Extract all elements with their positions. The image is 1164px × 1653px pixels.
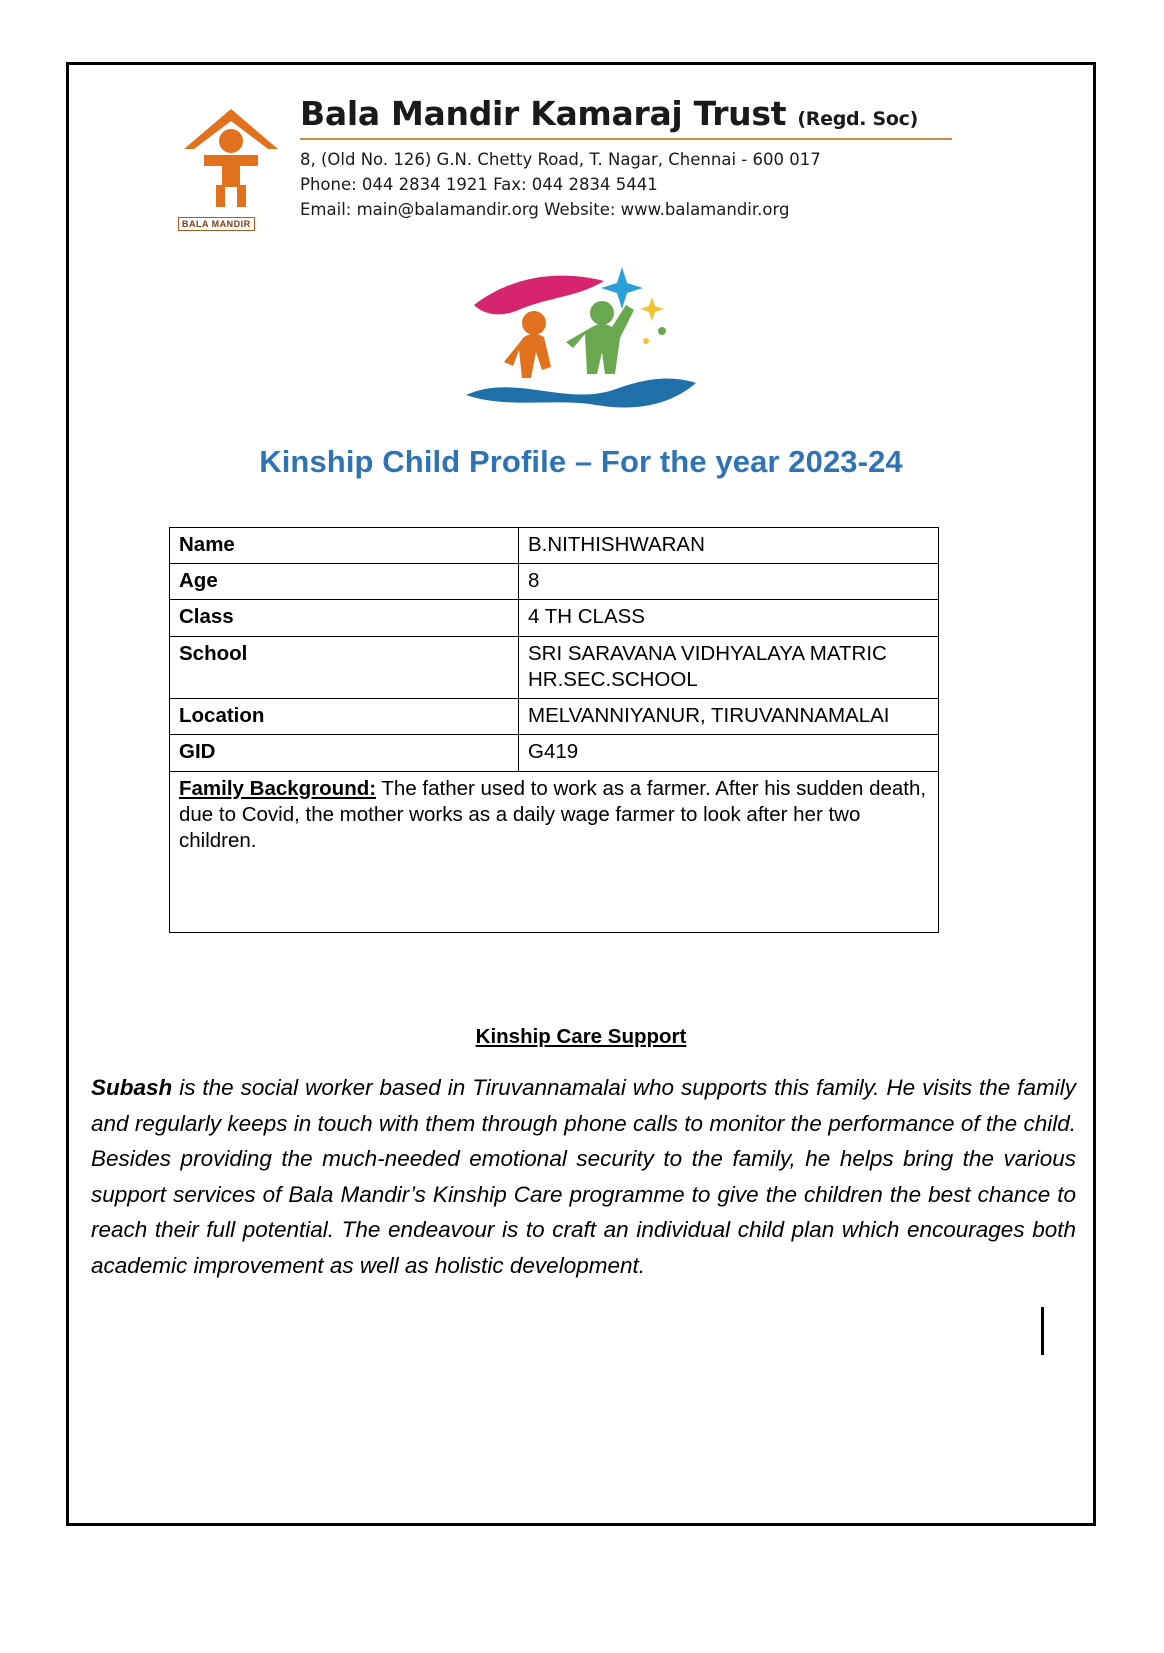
support-heading: Kinship Care Support	[475, 1025, 687, 1048]
children-emblem-icon	[456, 257, 706, 422]
organization-name-main: Bala Mandir Kamaraj Trust	[300, 94, 787, 133]
document-page	[66, 62, 1096, 1526]
page-title: Kinship Child Profile – For the year 2023-24	[259, 444, 903, 479]
table-row	[170, 735, 939, 771]
bala-mandir-logo-icon	[176, 97, 286, 217]
row-value-name: B.NITHISHWARAN	[519, 528, 939, 564]
support-paragraph	[91, 1070, 1076, 1283]
row-value-location: MELVANNIYANUR, TIRUVANNAMALAI	[519, 699, 939, 735]
letterhead-text	[286, 94, 1056, 222]
letterhead	[176, 94, 1056, 237]
row-value-class: 4 TH CLASS	[519, 600, 939, 636]
table-row	[170, 699, 939, 735]
row-value-age: 8	[519, 564, 939, 600]
child-profile-table	[169, 527, 939, 933]
family-background-text: The father used to work as a farmer. After his sudden death, due to Covid, the mother works as a daily wage farmer to look after her two children.	[179, 776, 927, 853]
table-row-family-background	[170, 771, 939, 933]
row-label-school: School	[170, 636, 519, 698]
support-text: is the social worker based in Tiruvannamalai who supports this family. He visits the family and regularly keeps in touch with them through phone calls to monitor the performance of the child. Besides providing the much-needed emotional security to the family, he helps bring the various support services of Bala Mandir’s Kinship Care programme to give the children the best chance to reach their full potential. The endeavour is to craft an individual child plan which encourages both academic improvement as well as holistic development.	[91, 1075, 1076, 1278]
row-label-gid: GID	[170, 735, 519, 771]
trust-logo	[176, 97, 286, 237]
family-background-label: Family Background:	[179, 776, 377, 800]
row-label-age: Age	[170, 564, 519, 600]
table-row	[170, 600, 939, 636]
row-value-gid: G419	[519, 735, 939, 771]
letterhead-address: 8, (Old No. 126) G.N. Chetty Road, T. Nagar, Chennai - 600 017	[300, 149, 821, 169]
row-label-name: Name	[170, 528, 519, 564]
kinship-emblem	[66, 257, 1096, 427]
logo-caption: BALA MANDIR	[178, 217, 255, 231]
table-row	[170, 564, 939, 600]
organization-regd: (Regd. Soc)	[797, 108, 919, 130]
letterhead-divider	[300, 138, 952, 140]
letterhead-phone-fax: Phone: 044 2834 1921 Fax: 044 2834 5441	[300, 174, 658, 194]
table-row	[170, 636, 939, 698]
organization-name	[300, 94, 1056, 133]
page-artifact-mark	[1041, 1307, 1044, 1355]
row-label-class: Class	[170, 600, 519, 636]
table-row	[170, 528, 939, 564]
row-label-location: Location	[170, 699, 519, 735]
letterhead-email-website: Email: main@balamandir.org Website: www.balamandir.org	[300, 199, 790, 219]
social-worker-name: Subash	[91, 1075, 173, 1100]
family-background-cell	[170, 771, 939, 933]
row-value-school: SRI SARAVANA VIDHYALAYA MATRIC HR.SEC.SCHOOL	[519, 636, 939, 698]
